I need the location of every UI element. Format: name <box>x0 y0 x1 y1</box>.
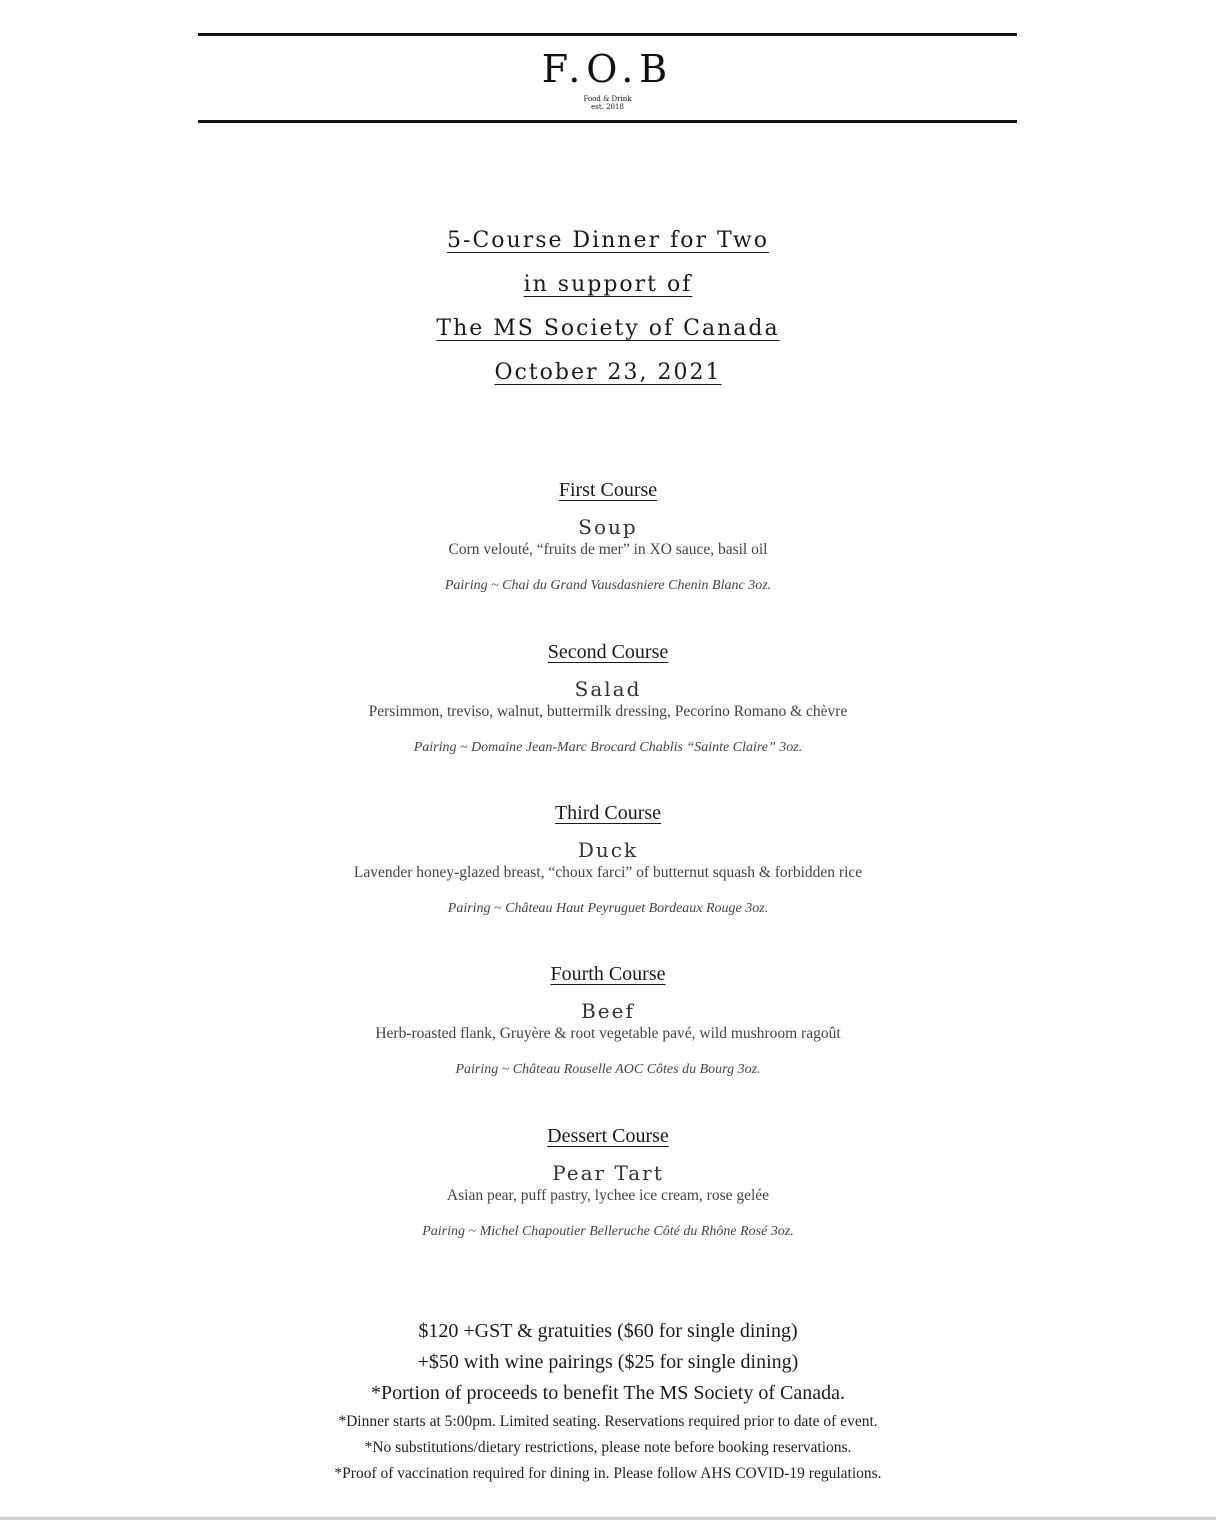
event-title <box>0 222 1216 398</box>
course-heading: Dessert Course <box>547 1125 669 1147</box>
course-heading: Fourth Course <box>550 963 666 985</box>
proceeds-note: *Portion of proceeds to benefit The MS Society of Canada. <box>371 1382 845 1404</box>
course-third <box>0 801 1216 918</box>
substitutions-note: *No substitutions/dietary restrictions, please note before booking reservations. <box>364 1439 852 1456</box>
course-dish-name: Beef <box>581 999 635 1023</box>
course-wine-pairing: Pairing ~ Michel Chapoutier Belleruche Côté du Rhône Rosé 3oz. <box>422 1224 794 1239</box>
course-dish-name: Soup <box>578 515 638 539</box>
title-line-1: 5-Course Dinner for Two <box>447 228 769 253</box>
course-first <box>0 478 1216 595</box>
event-date: October 23, 2021 <box>494 360 722 385</box>
title-line-2: in support of <box>523 272 693 297</box>
header-bottom-rule <box>198 120 1017 123</box>
course-description: Corn velouté, “fruits de mer” in XO sauce, basil oil <box>448 541 768 558</box>
course-dish-name: Duck <box>577 838 639 862</box>
course-description: Herb-roasted flank, Gruyère & root vegetable pavé, wild mushroom ragoût <box>375 1025 841 1042</box>
course-description: Asian pear, puff pastry, lychee ice cream, rose gelée <box>446 1187 770 1204</box>
header-top-rule <box>198 33 1017 36</box>
course-wine-pairing: Pairing ~ Domaine Jean-Marc Brocard Chablis “Sainte Claire” 3oz. <box>413 740 803 755</box>
logo-tagline: Food & Drink <box>583 95 632 103</box>
start-time-note: *Dinner starts at 5:00pm. Limited seating. Reservations required prior to date of event. <box>338 1413 878 1430</box>
course-description: Persimmon, treviso, walnut, buttermilk dressing, Pecorino Romano & chèvre <box>368 703 848 720</box>
dinner-price: $120 +GST & gratuities ($60 for single dining) <box>418 1320 798 1342</box>
course-wine-pairing: Pairing ~ Château Rouselle AOC Côtes du Bourg 3oz. <box>455 1062 761 1077</box>
title-line-3: The MS Society of Canada <box>436 316 780 341</box>
logo-wordmark: F.O.B <box>541 47 674 91</box>
vaccination-note: *Proof of vaccination required for dining in. Please follow AHS COVID-19 regulations. <box>334 1465 882 1482</box>
course-second <box>0 640 1216 757</box>
course-dish-name: Salad <box>574 677 642 701</box>
course-fourth <box>0 962 1216 1079</box>
wine-pairing-price: +$50 with wine pairings ($25 for single dining) <box>417 1351 799 1373</box>
course-wine-pairing: Pairing ~ Chai du Grand Vausdasniere Chenin Blanc 3oz. <box>444 578 772 593</box>
pricing-footer <box>0 1316 1216 1487</box>
course-wine-pairing: Pairing ~ Château Haut Peyruguet Bordeaux Rouge 3oz. <box>447 901 769 916</box>
course-dish-name: Pear Tart <box>552 1161 664 1185</box>
course-description: Lavender honey-glazed breast, “choux farci” of butternut squash & forbidden rice <box>353 864 863 881</box>
logo-established: est. 2018 <box>591 103 624 111</box>
course-heading: Second Course <box>547 641 669 663</box>
course-dessert <box>0 1124 1216 1241</box>
brand-header <box>198 33 1017 123</box>
course-heading: Third Course <box>554 802 662 824</box>
course-heading: First Course <box>558 479 658 501</box>
